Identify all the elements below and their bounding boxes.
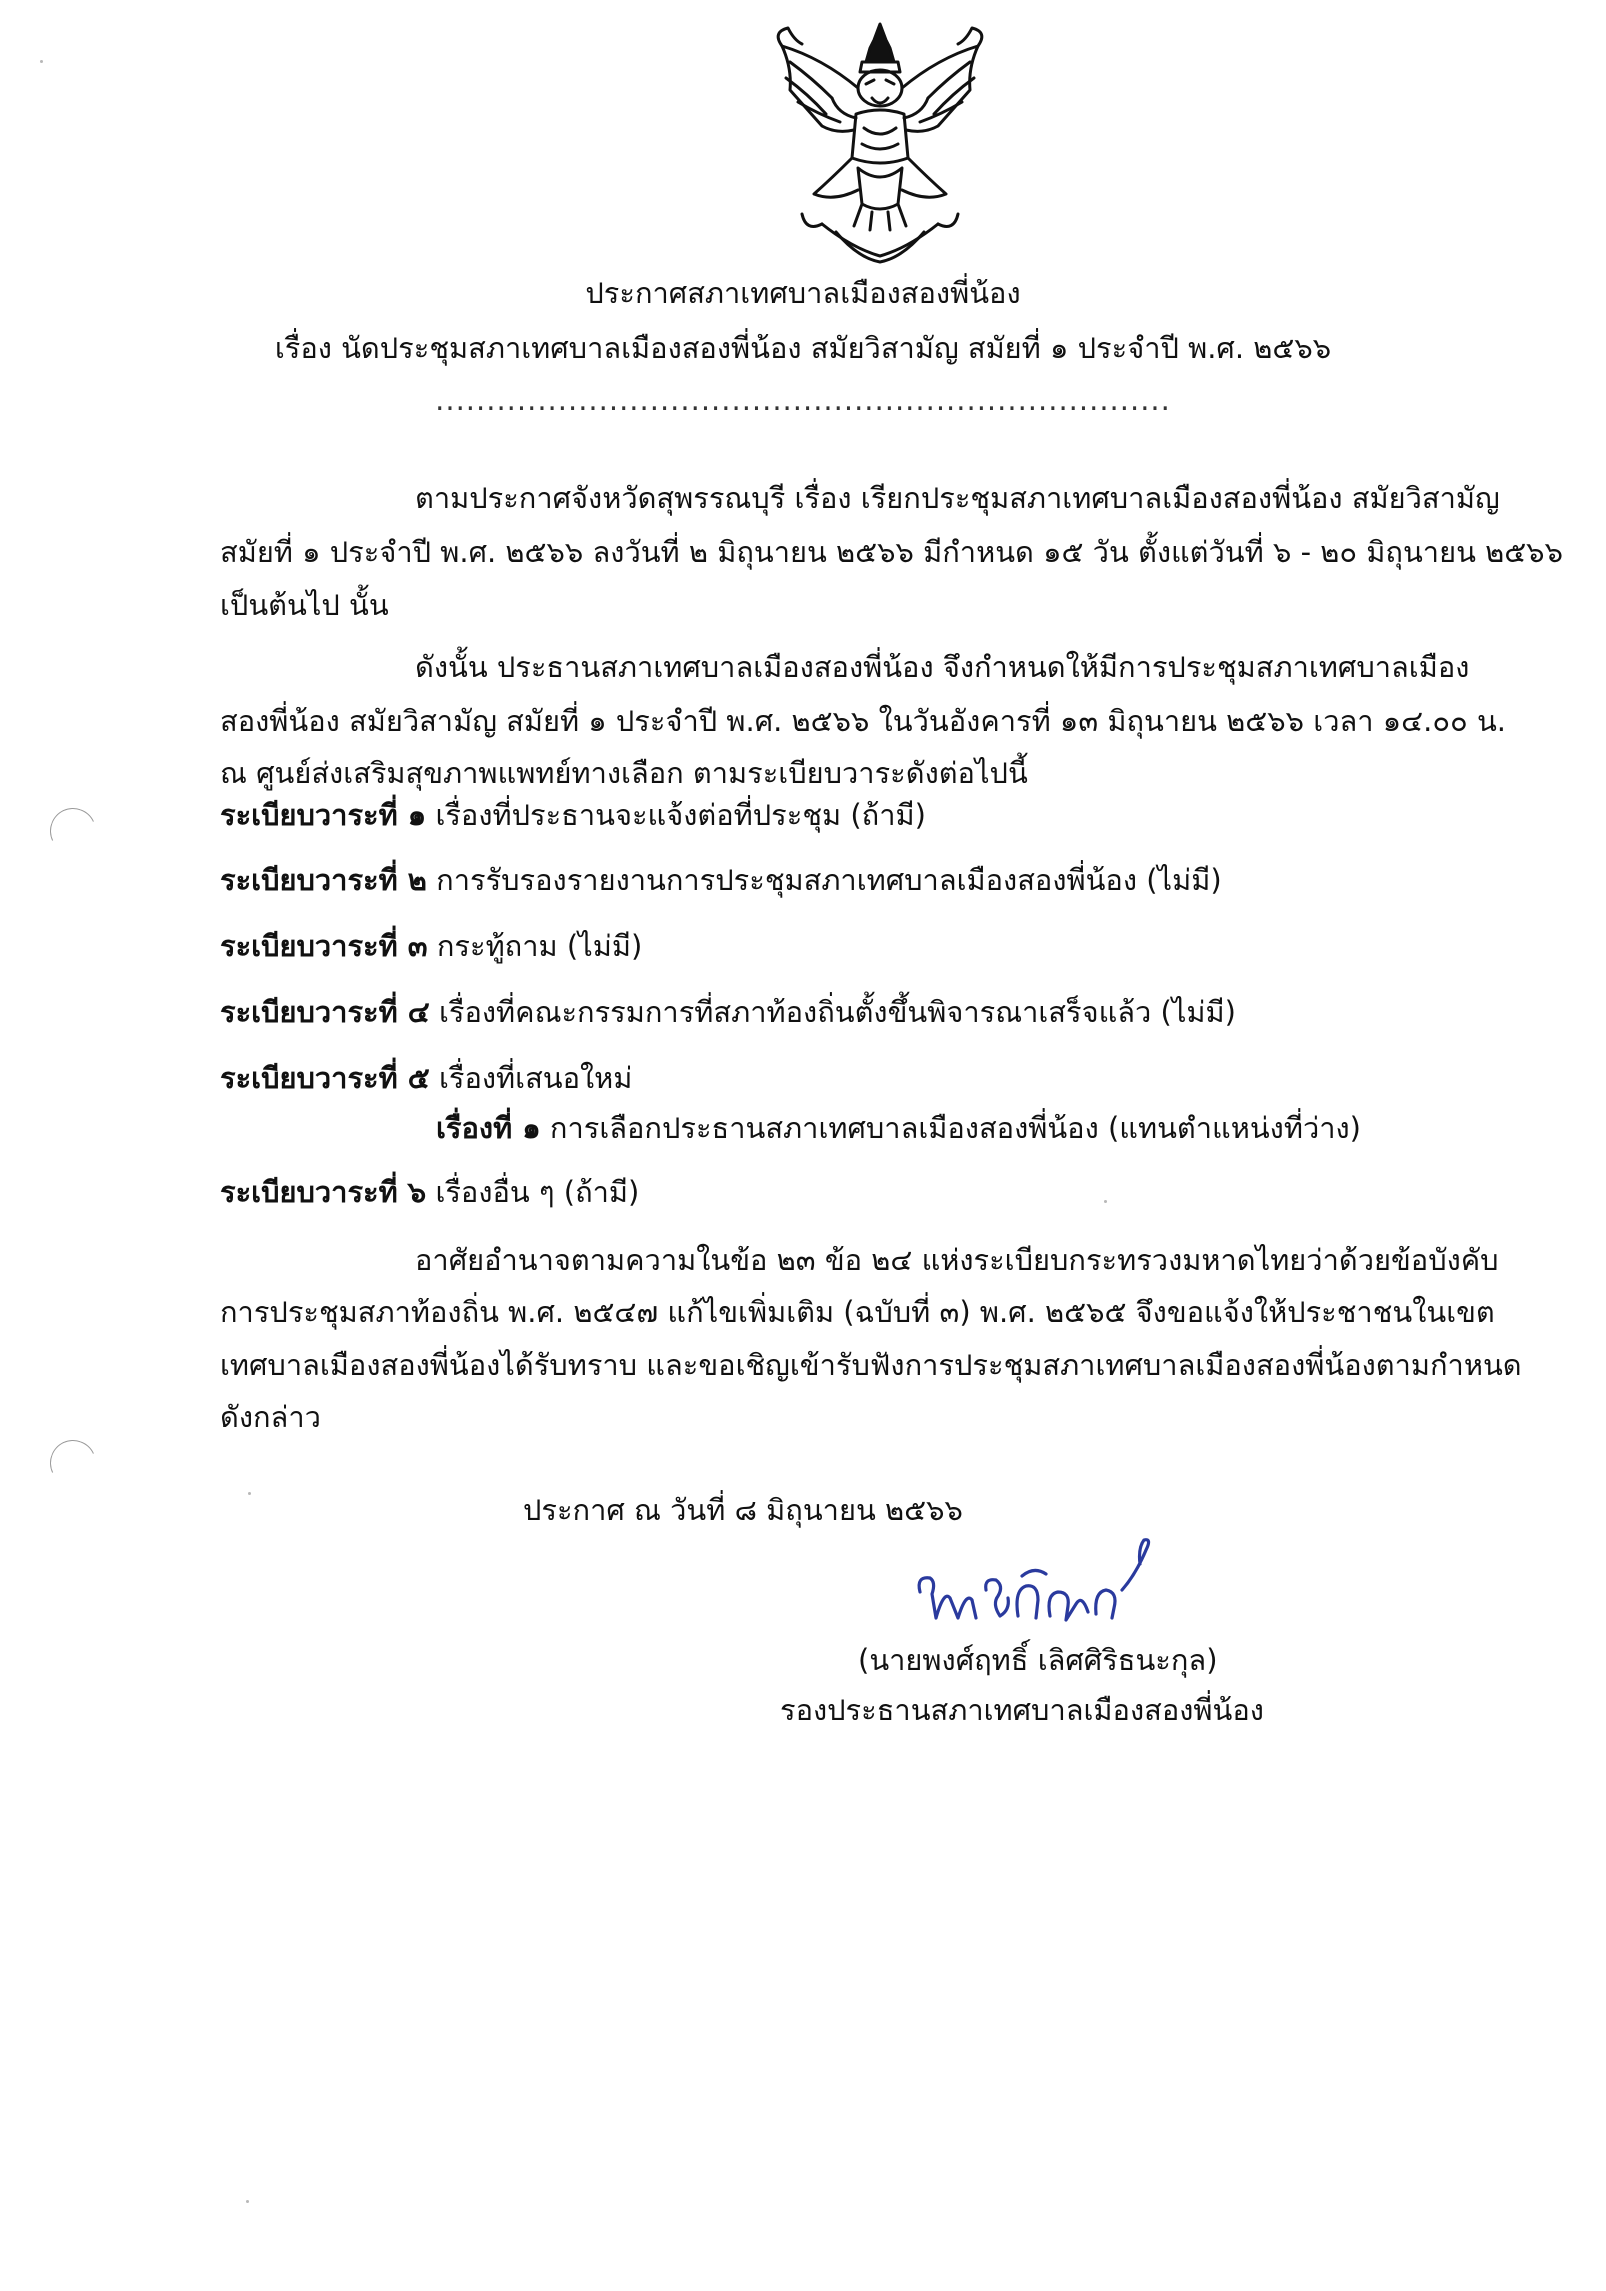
signer-position: รองประธานสภาเทศบาลเมืองสองพี่น้อง [780,1693,1264,1727]
agenda-item-3 [220,926,642,966]
scan-speck [248,1492,251,1495]
paragraph-2-line: สองพี่น้อง สมัยวิสามัญ สมัยที่ ๑ ประจำปี พ.ศ. ๒๕๖๖ ในวันอังคารที่ ๑๓ มิถุนายน ๒๕๖๖ เวลา ๑๔.๐๐ น. [220,704,1506,738]
dotted-separator: ........................................................................ [435,383,1171,417]
paragraph-3-line: อาศัยอำนาจตามความในข้อ ๒๓ ข้อ ๒๔ แห่งระเบียบกระทรวงมหาดไทยว่าด้วยข้อบังคับ [415,1243,1499,1277]
announce-date: ประกาศ ณ วันที่ ๘ มิถุนายน ๒๕๖๖ [523,1493,963,1527]
hole-punch-mark [44,802,103,861]
garuda-emblem-icon [762,18,998,266]
agenda-label: ระเบียบวาระที่ ๕ [220,1061,430,1095]
paragraph-3-line: เทศบาลเมืองสองพี่น้องได้รับทราบ และขอเชิญเข้ารับฟังการประชุมสภาเทศบาลเมืองสองพี่น้องตามกำหนด [220,1348,1522,1382]
paragraph-3-line: การประชุมสภาท้องถิ่น พ.ศ. ๒๕๔๗ แก้ไขเพิ่มเติม (ฉบับที่ ๓) พ.ศ. ๒๕๖๕ จึงขอแจ้งให้ประชาชนในเขต [220,1295,1495,1329]
agenda-text: เรื่องที่คณะกรรมการที่สภาท้องถิ่นตั้งขึ้นพิจารณาเสร็จแล้ว (ไม่มี) [438,995,1236,1029]
agenda-label: ระเบียบวาระที่ ๔ [220,995,430,1029]
agenda-item-2 [220,860,1222,900]
scan-speck [246,2200,249,2203]
agenda-text: เรื่องที่เสนอใหม่ [438,1061,633,1095]
announcement-title: ประกาศสภาเทศบาลเมืองสองพี่น้อง [585,276,1021,310]
agenda-sub-item [436,1108,1361,1148]
scan-speck [1104,1200,1107,1203]
paragraph-1-line: เป็นต้นไป นั้น [220,588,389,622]
hole-punch-mark [44,1434,103,1493]
paragraph-3-line: ดังกล่าว [220,1400,321,1434]
agenda-text: เรื่องอื่น ๆ (ถ้ามี) [435,1175,640,1209]
agenda-label: ระเบียบวาระที่ ๑ [220,798,427,832]
sub-item-text: การเลือกประธานสภาเทศบาลเมืองสองพี่น้อง (แทนตำแหน่งที่ว่าง) [549,1111,1361,1145]
signer-name: (นายพงศ์ฤทธิ์ เลิศศิริธนะกุล) [858,1643,1218,1677]
scan-speck [40,60,43,63]
agenda-label: ระเบียบวาระที่ ๒ [220,863,427,897]
agenda-text: การรับรองรายงานการประชุมสภาเทศบาลเมืองสองพี่น้อง (ไม่มี) [436,863,1222,897]
agenda-item-4 [220,992,1236,1032]
paragraph-2-line: ดังนั้น ประธานสภาเทศบาลเมืองสองพี่น้อง จึงกำหนดให้มีการประชุมสภาเทศบาลเมือง [415,650,1470,684]
signature-text [930,1532,1140,1622]
agenda-item-5 [220,1058,632,1098]
agenda-label: ระเบียบวาระที่ ๖ [220,1175,427,1209]
agenda-text: กระทู้ถาม (ไม่มี) [436,929,643,963]
paragraph-1-line: ตามประกาศจังหวัดสุพรรณบุรี เรื่อง เรียกประชุมสภาเทศบาลเมืองสองพี่น้อง สมัยวิสามัญ [415,481,1500,515]
agenda-item-1 [220,795,926,835]
agenda-label: ระเบียบวาระที่ ๓ [220,929,428,963]
paragraph-1-line: สมัยที่ ๑ ประจำปี พ.ศ. ๒๕๖๖ ลงวันที่ ๒ มิถุนายน ๒๕๖๖ มีกำหนด ๑๕ วัน ตั้งแต่วันที่ ๖ - ๒๐ มิถุนายน ๒๕๖๖ [220,535,1563,569]
agenda-text: เรื่องที่ประธานจะแจ้งต่อที่ประชุม (ถ้ามี) [435,798,926,832]
sub-item-label: เรื่องที่ ๑ [436,1111,541,1145]
paragraph-2-line: ณ ศูนย์ส่งเสริมสุขภาพแพทย์ทางเลือก ตามระเบียบวาระดังต่อไปนี้ [220,756,1028,790]
agenda-item-6 [220,1172,639,1212]
announcement-subject: เรื่อง นัดประชุมสภาเทศบาลเมืองสองพี่น้อง สมัยวิสามัญ สมัยที่ ๑ ประจำปี พ.ศ. ๒๕๖๖ [274,331,1332,365]
